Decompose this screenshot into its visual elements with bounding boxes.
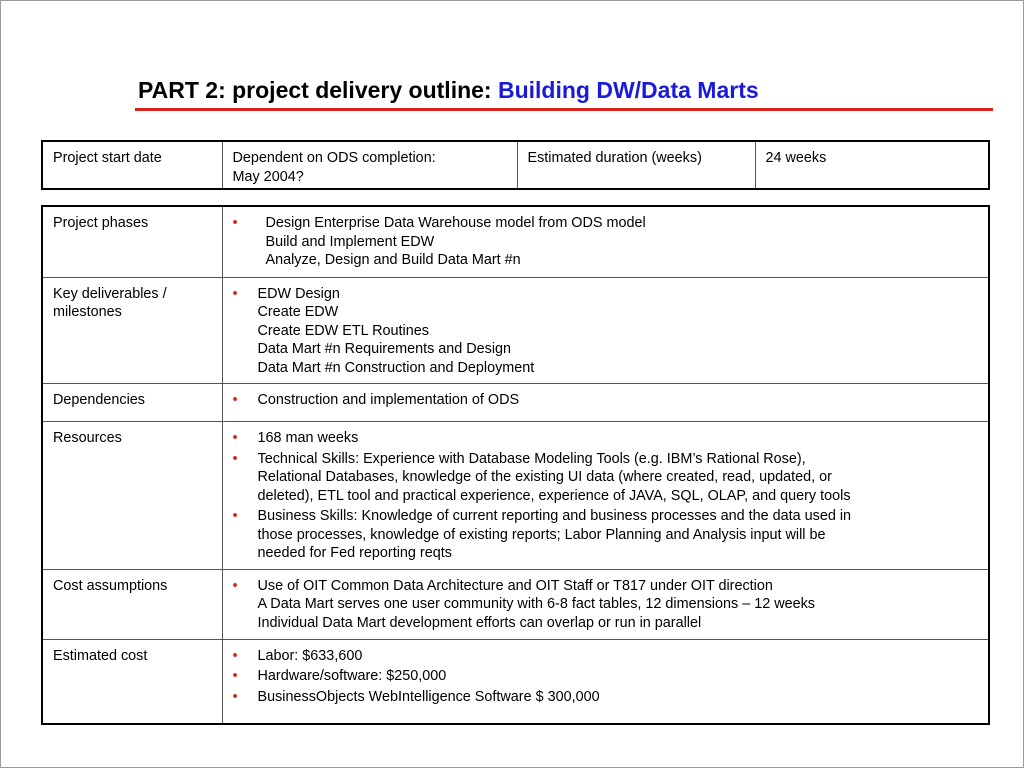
item-line: Data Mart #n Construction and Deployment — [257, 359, 535, 376]
item-line: • Design Enterprise Data Warehouse model from ODS model — [265, 215, 646, 231]
item-line: Relational Databases, knowledge of the existing UI data (where created, read, updated, or — [257, 469, 832, 485]
item-line: needed for Fed reporting reqts — [257, 545, 452, 561]
item-line: Individual Data Mart development efforts can overlap or run in parallel — [257, 614, 702, 631]
phases-label: Project phases — [42, 206, 222, 277]
item-line: • 168 man weeks — [257, 430, 359, 446]
title-underline — [135, 108, 993, 111]
item-line: • Technical Skills: Experience with Database Modeling Tools (e.g. IBM’s Rational Rose), — [257, 450, 806, 467]
item-line: deleted), ETL tool and practical experience, experience of JAVA, SQL, OLAP, and query tools — [257, 487, 851, 504]
item-line: Build and Implement EDW — [265, 233, 435, 250]
item-line: A Data Mart serves one user community with 6-8 fact tables, 12 dimensions – 12 weeks — [257, 596, 815, 612]
deliverables-row — [42, 277, 989, 384]
summary-table — [41, 140, 990, 190]
list-item — [233, 667, 979, 686]
item-line: those processes, knowledge of existing reports; Labor Planning and Analysis input will be — [257, 526, 826, 543]
title-highlight: Building DW/Data Marts — [497, 77, 759, 103]
resources-label: Resources — [42, 422, 222, 570]
estimated-cost-row — [42, 639, 989, 724]
deliverables-content — [222, 277, 989, 384]
dependencies-row — [42, 384, 989, 422]
item-line: • Hardware/software: $250,000 — [257, 668, 447, 684]
cost-assumptions-label: Cost assumptions — [42, 569, 222, 639]
dependencies-list — [233, 391, 979, 410]
item-line: Create EDW ETL Routines — [257, 322, 429, 339]
list-item — [233, 450, 979, 506]
cost-assumptions-list — [233, 577, 979, 633]
label-line: Key deliverables / — [53, 285, 167, 302]
start-date-value-line: Dependent on ODS completion: — [232, 150, 436, 166]
slide-title — [138, 77, 759, 104]
list-item — [233, 429, 979, 448]
cost-assumptions-row — [42, 569, 989, 639]
item-line: • EDW Design — [257, 285, 340, 302]
item-line: • Use of OIT Common Data Architecture and OIT Staff or T817 under OIT direction — [257, 577, 773, 594]
phases-row — [42, 206, 989, 277]
summary-row — [42, 141, 989, 189]
phases-list — [233, 214, 979, 270]
item-line: • Business Skills: Knowledge of current reporting and business processes and the data used in — [257, 508, 852, 524]
list-item — [233, 507, 979, 563]
item-line: • Labor: $633,600 — [257, 647, 363, 664]
start-date-label: Project start date — [42, 141, 222, 189]
resources-list — [233, 429, 979, 563]
list-item — [233, 688, 979, 707]
item-line: Data Mart #n Requirements and Design — [257, 341, 512, 357]
duration-value: 24 weeks — [755, 141, 989, 189]
start-date-value-line: May 2004? — [232, 168, 304, 185]
cost-assumptions-content — [222, 569, 989, 639]
list-item — [233, 647, 979, 666]
estimated-cost-label: Estimated cost — [42, 639, 222, 724]
resources-row — [42, 422, 989, 570]
start-date-value — [222, 141, 517, 189]
estimated-cost-content — [222, 639, 989, 724]
dependencies-content — [222, 384, 989, 422]
deliverables-label — [42, 277, 222, 384]
item-line: Analyze, Design and Build Data Mart #n — [265, 252, 521, 268]
dependencies-label: Dependencies — [42, 384, 222, 422]
label-line: milestones — [53, 304, 122, 320]
deliverables-list — [233, 285, 979, 378]
item-line: • BusinessObjects WebIntelligence Software $ 300,000 — [257, 688, 600, 705]
list-item — [233, 214, 979, 270]
list-item — [233, 391, 979, 410]
item-line: • Construction and implementation of ODS — [257, 392, 520, 408]
list-item — [233, 285, 979, 378]
phases-content — [222, 206, 989, 277]
list-item — [233, 577, 979, 633]
resources-content — [222, 422, 989, 570]
item-line: Create EDW — [257, 304, 339, 320]
duration-label: Estimated duration (weeks) — [517, 141, 755, 189]
outline-table — [41, 205, 990, 725]
estimated-cost-list — [233, 647, 979, 707]
title-prefix: PART 2: project delivery outline: — [138, 77, 498, 103]
